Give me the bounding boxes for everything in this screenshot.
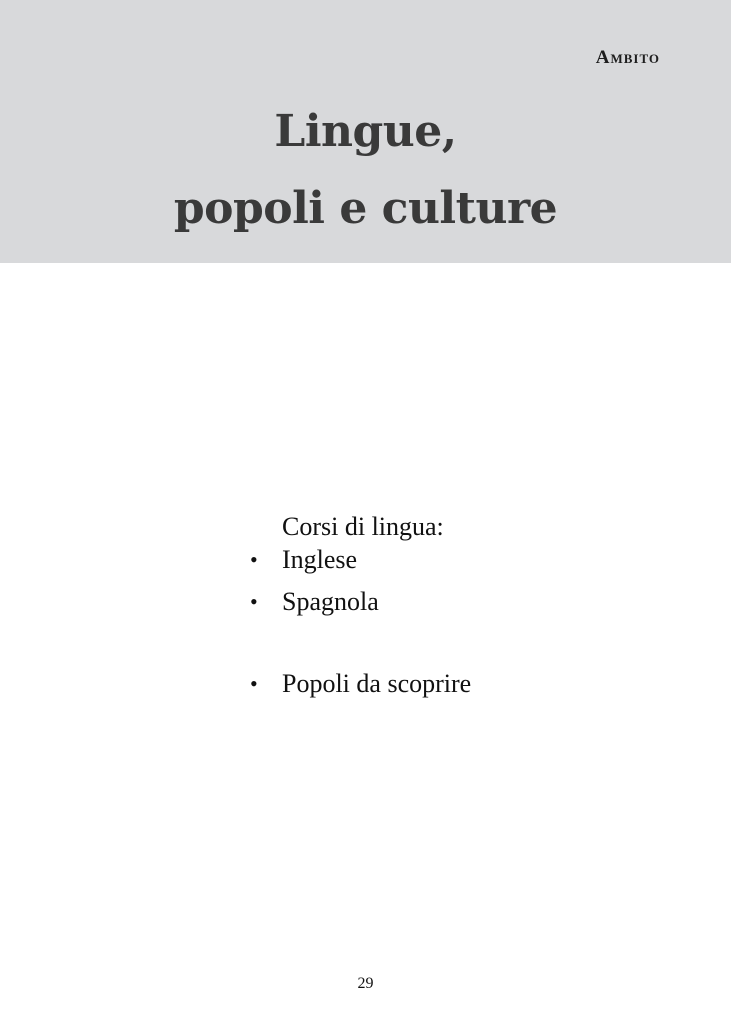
- list-item-label: Spagnola: [282, 587, 379, 616]
- page-title-line-1: Lingue,: [274, 106, 457, 157]
- section-label: Ambito: [595, 47, 660, 68]
- bullet-icon: •: [250, 589, 258, 614]
- list-intro: Corsi di lingua:: [282, 512, 444, 541]
- header-band: [0, 0, 731, 263]
- page-number: 29: [357, 975, 374, 992]
- list-item-label: Inglese: [282, 545, 358, 574]
- bullet-icon: •: [250, 547, 258, 572]
- list-item-label: Popoli da scoprire: [282, 669, 472, 698]
- bullet-icon: •: [250, 671, 258, 696]
- page-title-line-2: popoli e culture: [173, 183, 558, 234]
